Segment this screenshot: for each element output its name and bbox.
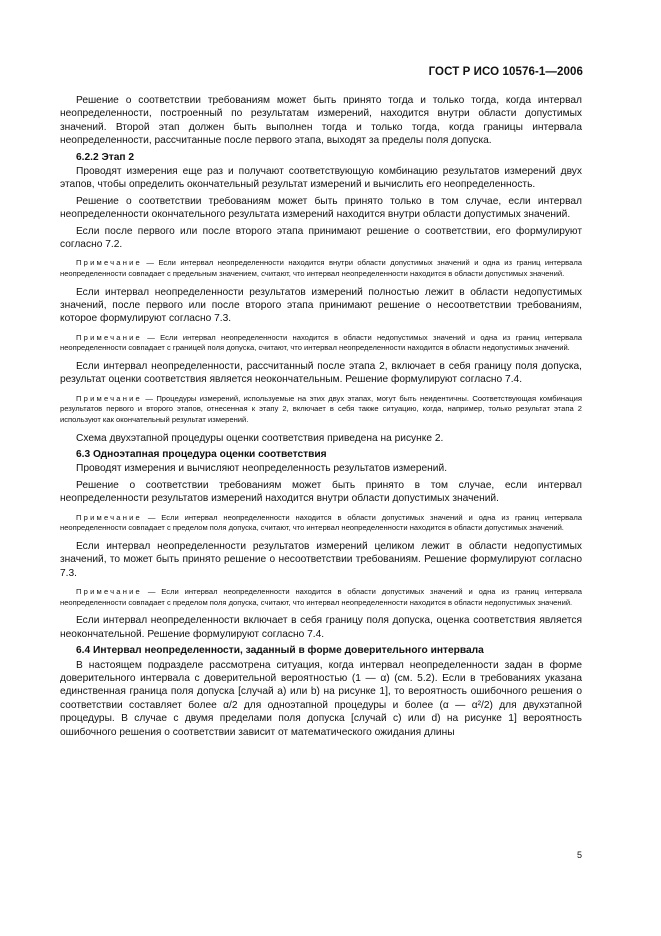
paragraph: Если интервал неопределенности включает в себя границу поля допуска, оценка соответствия является неокончательной. Решение формулируют согласно 7.4. bbox=[60, 615, 582, 640]
paragraph: Схема двухэтапной процедуры оценки соответствия приведена на рисунке 2. bbox=[76, 432, 444, 444]
note-text: — Если интервал неопределенности находится в области допустимых значений и одна из границ интервала неопределенности совпадает с пределом поля допуска, считают, что интервал неопределенности находится в области недопустимых значений. bbox=[60, 587, 582, 607]
note bbox=[60, 513, 582, 534]
note-text: — Если интервал неопределенности находится внутри области допустимых значений и одна из границ интервала неопределенности совпадает с предельным значением, считают, что интервал неопределенности находится в области допустимых значений. bbox=[60, 258, 582, 279]
note-label: Примечание bbox=[76, 512, 142, 522]
note-label: Примечание bbox=[76, 258, 142, 268]
note-text: — Процедуры измерений, используемые на этих двух этапах, могут быть неидентичны. Соответствующая комбинация результатов первого и второго этапов, отнесенная к этапу 2, включает в себя также ситуацию, когда, например, только результат этапа 2 используют как окончательный результат измерений. bbox=[60, 393, 582, 425]
paragraph: Если интервал неопределенности результатов измерений целиком лежит в области недопустимых значений, то может быть принято решение о несоответствии требованиям. Решение формулируют согласно 7.3. bbox=[60, 540, 582, 579]
section-heading-6-3: 6.3 Одноэтапная процедура оценки соответствия bbox=[76, 449, 327, 461]
note-label: Примечание bbox=[76, 393, 142, 403]
paragraph: Если после первого или после второго этапа принимают решение о соответствии, его формулируют согласно 7.2. bbox=[60, 225, 582, 251]
note-label: Примечание bbox=[76, 332, 142, 342]
document-id: ГОСТ Р ИСО 10576-1—2006 bbox=[428, 66, 583, 78]
note bbox=[60, 333, 582, 354]
note bbox=[60, 587, 582, 608]
note-text: — Если интервал неопределенности находится в области недопустимых значений и одна из границ интервала неопределенности совпадает с границей поля допуска, считают, что интервал неопределенности находится в области недопустимых значений. bbox=[60, 332, 582, 353]
paragraph: Проводят измерения и вычисляют неопределенность результатов измерений. bbox=[76, 463, 448, 475]
note-text: — Если интервал неопределенности находится в области допустимых значений и одна из границ интервала неопределенности совпадает с пределом поля допуска, считают, что интервал неопределенности находится в области допустимых значений. bbox=[60, 512, 582, 533]
paragraph: Решение о соответствии требованиям может быть принято в том случае, если интервал неопределенности результатов измерений находится внутри области допустимых значений. bbox=[60, 479, 582, 505]
note bbox=[60, 394, 582, 426]
note-label: Примечание bbox=[76, 587, 142, 597]
body-text bbox=[60, 94, 582, 742]
note bbox=[60, 258, 582, 279]
paragraph: Проводят измерения еще раз и получают соответствующую комбинацию результатов измерений двух этапов, чтобы определить окончательный результат измерений и вычислить его неопределенность. bbox=[60, 166, 582, 191]
paragraph: Решение о соответствии требованиям может быть принято только в том случае, если интервал неопределенности окончательного результата измерений находится внутри области допустимых значений. bbox=[60, 195, 582, 221]
page-number: 5 bbox=[577, 850, 583, 860]
paragraph: Решение о соответствии требованиям может быть принято тогда и только тогда, когда интервал неопределенности, построенный по результатам измерений, находится внутри области допустимых значений. Второй этап должен быть выполнен тогда и только тогда, когда границы интервала неопределенности, рассчитанные после первого этапа, выходят за пределы поля допуска. bbox=[60, 95, 582, 147]
paragraph: Если интервал неопределенности, рассчитанный после этапа 2, включает в себя границу поля допуска, результат оценки соответствия является неокончательным. Решение формулируют согласно 7.4. bbox=[60, 361, 582, 386]
paragraph: В настоящем подразделе рассмотрена ситуация, когда интервал неопределенности задан в форме доверительного интервала с доверительной вероятностью (1 — α) (см. 5.2). Если в требованиях указана единственная граница поля допуска [случай a) или b) на рисунке 1], то вероятность ошибочного решения о соответствии составляет более α/2 для одноэтапной процедуры и более (α — α²/2) для двухэтапной процедуры. В случае с двумя пределами поля допуска [случай c) или d) на рисунке 1] вероятность ошибочного решения о соответствии зависит от математического ожидания длины bbox=[60, 659, 582, 738]
section-heading-6-4: 6.4 Интервал неопределенности, заданный в форме доверительного интервала bbox=[76, 645, 484, 657]
section-heading-6-2-2: 6.2.2 Этап 2 bbox=[76, 151, 135, 163]
paragraph: Если интервал неопределенности результатов измерений полностью лежит в области недопустимых значений, после первого или после второго этапа принимают решение о несоответствии требованиям, которое формулируют согласно 7.3. bbox=[60, 286, 582, 325]
